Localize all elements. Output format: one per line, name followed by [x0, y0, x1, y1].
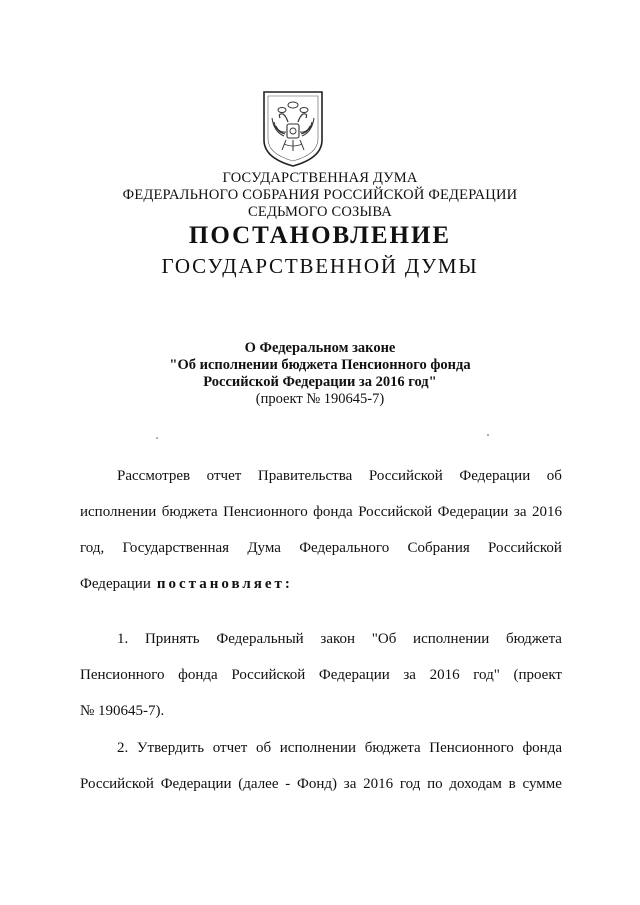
word: Российской — [80, 776, 154, 792]
word: Государственная — [122, 540, 230, 556]
word: 1. — [117, 631, 129, 647]
word: 2016 — [531, 504, 562, 520]
word: (далее — [238, 776, 279, 792]
double-headed-eagle-icon — [258, 88, 328, 168]
word: за — [403, 667, 416, 683]
word: Правительства — [257, 468, 353, 484]
paragraph-1-line-4 — [80, 576, 562, 593]
word: по — [427, 776, 443, 792]
word: год, — [80, 540, 105, 556]
word: 2. — [117, 740, 129, 756]
word: доходам — [449, 776, 502, 792]
word: Российской — [358, 504, 433, 520]
word: Пенсионного — [80, 667, 165, 683]
word: фонда — [522, 740, 562, 756]
paragraph-2-line-3 — [80, 703, 562, 720]
paragraph-1-line-2 — [80, 504, 562, 521]
word: - — [285, 776, 291, 792]
paragraph-2-line-2 — [80, 667, 562, 684]
draft-number: (проект № 190645-7) — [255, 391, 385, 407]
word: об — [546, 468, 562, 484]
word: об — [255, 740, 272, 756]
word: фонда — [178, 667, 218, 683]
word: закон — [320, 631, 356, 647]
draft-reference: № 190645-7). — [80, 703, 165, 719]
word: отчет — [206, 468, 242, 484]
scan-speck — [156, 437, 158, 439]
word: Федерации — [459, 468, 531, 484]
word: 2016 — [429, 667, 460, 683]
word: Пенсионного — [429, 740, 514, 756]
word: фонда — [313, 504, 353, 520]
word: за — [343, 776, 357, 792]
word: бюджета — [506, 631, 562, 647]
word: Дума — [247, 540, 281, 556]
word: Утвердить — [136, 740, 205, 756]
paragraph-1-word: Федерации — [80, 576, 151, 592]
word: сумме — [522, 776, 562, 792]
word: год — [399, 776, 421, 792]
law-name-line-1: О Федеральном законе — [244, 340, 396, 356]
header-line-3: СЕДЬМОГО СОЗЫВА — [248, 204, 392, 220]
paragraph-3-line-2 — [80, 776, 562, 793]
word: Федерации — [318, 667, 390, 683]
word: Рассмотрев — [117, 468, 191, 484]
word: Федерации — [160, 776, 232, 792]
word: год" — [473, 667, 500, 683]
coat-of-arms-emblem — [258, 88, 328, 168]
word: Российской — [488, 540, 562, 556]
scan-speck — [487, 434, 489, 436]
word: Российской — [231, 667, 306, 683]
law-name-line-2: "Об исполнении бюджета Пенсионного фонда — [169, 357, 471, 373]
word: в — [508, 776, 516, 792]
word: за — [513, 504, 527, 520]
document-title: ПОСТАНОВЛЕНИЕ — [188, 222, 452, 249]
word: бюджета — [161, 504, 218, 520]
word: Пенсионного — [223, 504, 308, 520]
header-line-2: ФЕДЕРАЛЬНОГО СОБРАНИЯ РОССИЙСКОЙ ФЕДЕРАЦИИ — [122, 187, 518, 203]
word: Собрания — [407, 540, 470, 556]
word: (проект — [513, 667, 562, 683]
word: Федеральный — [216, 631, 304, 647]
word: отчет — [212, 740, 248, 756]
word: Российской — [368, 468, 443, 484]
word: исполнении — [413, 631, 490, 647]
paragraph-1-line-3 — [80, 540, 562, 557]
paragraph-1-line-1 — [117, 468, 562, 485]
word: исполнении — [279, 740, 357, 756]
word: Принять — [144, 631, 200, 647]
word: Фонд) — [297, 776, 338, 792]
word: бюджета — [364, 740, 421, 756]
document-subtitle: ГОСУДАРСТВЕННОЙ ДУМЫ — [161, 254, 479, 278]
paragraph-2-line-1 — [117, 631, 562, 648]
word: Федерации — [437, 504, 509, 520]
header-line-1: ГОСУДАРСТВЕННАЯ ДУМА — [222, 170, 418, 186]
word: 2016 — [363, 776, 394, 792]
resolves-keyword: постановляет: — [156, 576, 293, 592]
paragraph-3-line-1 — [117, 740, 562, 757]
word: Федерального — [299, 540, 390, 556]
word: "Об — [371, 631, 397, 647]
law-name-line-3: Российской Федерации за 2016 год" — [203, 374, 437, 390]
word: исполнении — [80, 504, 157, 520]
